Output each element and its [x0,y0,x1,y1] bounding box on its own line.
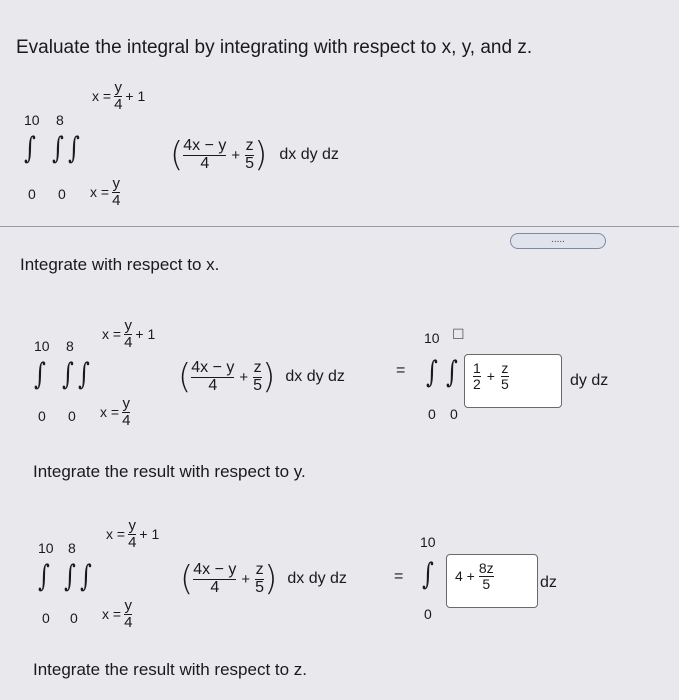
step2-answer-box[interactable]: 4 + $\frac{8z}{5}$ [446,554,538,608]
step-label-z: Integrate the result with respect to z. [33,660,308,679]
step1-result: 10 ☐ ∫ ∫ 0 0 $\frac{1}{2}$ + $\frac{z}{5}$ dy dz [424,326,609,422]
step2-integral: x = $\frac{y}{4}$ + 1 10 8 ∫ ∫ ∫ 0 0 x = $\frac{y}{4}$ ( $\frac{4x - y}{4}$ + $\frac{z}{5}$ ) dx dy dz [37,517,347,631]
inner-upper-limit: x = $\frac{y}{4}$ + 1 [92,79,146,113]
middle-upper-limit: 8 [56,112,64,128]
integrand: ( $\frac{4x - y}{4}$ + $\frac{z}{5}$ ) dx dy dz [170,135,339,176]
differentials: dx dy dz [279,146,339,164]
problem-title: Evaluate the integral by integrating with respect to x, y, and z. [16,37,533,58]
step1-answer-box[interactable]: $\frac{1}{2}$ + $\frac{z}{5}$ [464,354,562,408]
integral-sign-middle: ∫ [51,131,64,166]
more-indicator[interactable]: ..... [510,233,606,249]
step-label-x: Integrate with respect to x. [20,255,220,274]
step1-equals: = [396,362,406,379]
inner-lower-limit: x = $\frac{y}{4}$ [90,175,121,209]
outer-upper-limit: 10 [24,112,40,128]
middle-lower-limit: 0 [58,186,66,202]
section-divider [0,226,679,227]
step2-result: 10 ∫ 0 4 + $\frac{8z}{5}$ dz [420,534,557,622]
step1-integral: x = $\frac{y}{4}$ + 1 10 8 ∫ ∫ ∫ 0 0 x = $\frac{y}{4}$ ( $\frac{4x - y}{4}$ + $\frac{z}{5}$ ) dx dy dz [33,317,345,429]
integral-sign-inner: ∫ [67,131,80,166]
step1-middle-upper-blank: ☐ [452,326,465,342]
integral-sign-outer: ∫ [23,131,36,166]
step2-equals: = [394,568,404,585]
outer-lower-limit: 0 [28,186,36,202]
original-integral [20,80,420,220]
step-label-y: Integrate the result with respect to y. [33,462,306,481]
